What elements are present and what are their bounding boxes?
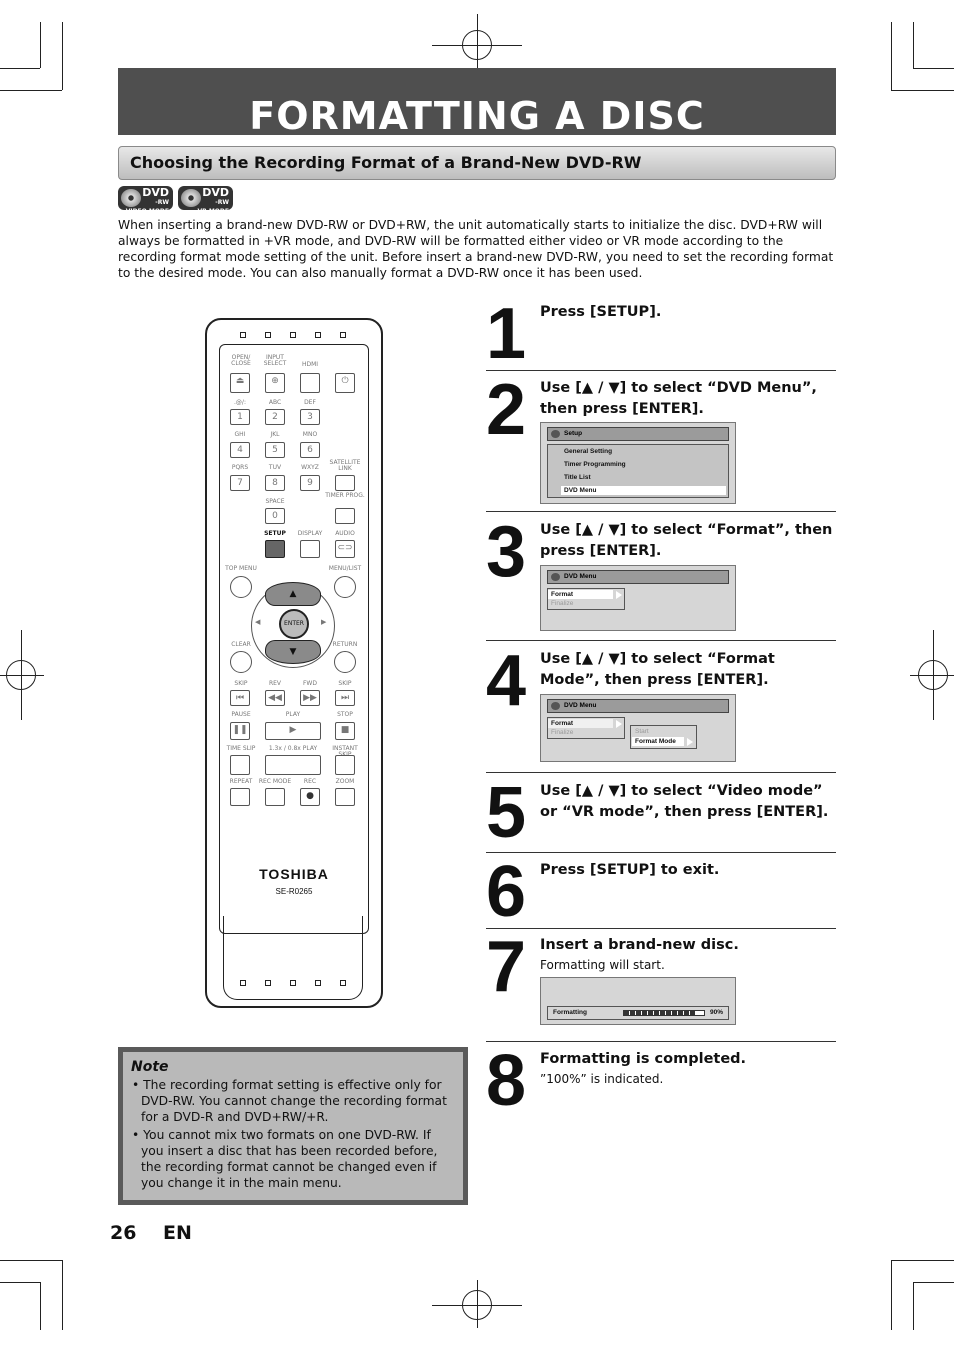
hdmi-button	[300, 373, 320, 393]
number-button-4: 4	[230, 442, 250, 458]
menu-item-timer-programming: Timer Programming	[564, 461, 626, 468]
fwd-label: FWD	[302, 680, 317, 687]
crop-mark	[0, 1282, 40, 1283]
speed-play-button	[265, 755, 321, 775]
rec-mode-label: REC MODE	[258, 778, 292, 785]
up-arrow-button: ▲	[265, 582, 321, 606]
number-button-7: 7	[230, 475, 250, 491]
step-note: ”100%” is indicated.	[540, 1072, 664, 1086]
indicator-light	[315, 332, 321, 338]
menu-item-format: Format	[548, 590, 613, 599]
section-title: Choosing the Recording Format of a Brand-New DVD-RW	[130, 153, 642, 172]
power-button: ⏻	[335, 373, 355, 393]
open-close-button: ⏏	[230, 373, 250, 393]
top-menu-label: TOP MENU	[225, 565, 257, 572]
note-title: Note	[131, 1059, 169, 1075]
dvd-menu-screen	[540, 565, 736, 631]
step-instruction: Press [SETUP].	[540, 304, 662, 320]
number-button-0: 0	[265, 508, 285, 524]
setup-icon	[551, 430, 560, 438]
step-instruction: Formatting is completed.	[540, 1051, 747, 1067]
stop-button: ■	[335, 722, 355, 740]
step-number: 7	[486, 927, 524, 1007]
note-box	[118, 1047, 468, 1205]
step-4	[486, 641, 836, 773]
crop-mark	[62, 1260, 63, 1330]
setup-button	[265, 540, 285, 558]
step-number: 8	[486, 1041, 524, 1121]
skip-forward-label: SKIP	[338, 680, 352, 687]
registration-mark	[477, 14, 478, 72]
open-close-label: OPEN/ CLOSE	[231, 354, 251, 367]
menu-item-format-mode: Format Mode	[632, 737, 684, 746]
indicator-light	[240, 980, 246, 986]
crop-mark	[0, 90, 62, 91]
repeat-label: REPEAT	[229, 778, 253, 785]
play-button: ▶	[265, 722, 321, 740]
page-title: FORMATTING A DISC	[249, 94, 705, 138]
return-button	[334, 651, 356, 673]
indicator-light	[265, 980, 271, 986]
progress-bar	[623, 1010, 705, 1016]
indicator-light	[315, 980, 321, 986]
key-4-label: GHI	[234, 431, 246, 438]
step-number: 6	[486, 852, 524, 932]
pause-label: PAUSE	[231, 711, 251, 718]
rev-label: REV	[268, 680, 282, 687]
key-7-label: PQRS	[231, 464, 249, 471]
registration-mark	[910, 675, 954, 676]
key-1-label: .@/:	[234, 399, 246, 406]
step-instruction: Use [▲ / ▼] to select “Video mode” or “VR mode”, then press [ENTER].	[540, 783, 829, 820]
right-arrow-button: ▶	[321, 618, 327, 626]
menu-item-finalize: Finalize	[551, 729, 574, 736]
crop-mark	[62, 22, 63, 90]
crop-mark	[913, 68, 954, 69]
progress-fill	[624, 1011, 696, 1015]
rec-button: ●	[300, 788, 320, 806]
indicator-light	[290, 980, 296, 986]
disc-icon	[551, 702, 560, 710]
menu-item-dvd-menu: DVD Menu	[561, 486, 726, 495]
indicator-light	[290, 332, 296, 338]
model-number: SE-R0265	[275, 887, 313, 896]
step-5	[486, 773, 836, 853]
dvd-rw-vr-mode-badge: DVD -RW VR MODE	[178, 186, 233, 210]
menu-item-general-setting: General Setting	[564, 448, 613, 455]
indicator-light	[340, 332, 346, 338]
disc-icon	[551, 573, 560, 581]
section-header	[118, 146, 836, 180]
page-language: EN	[163, 1222, 192, 1244]
number-button-1: 1	[230, 409, 250, 425]
step-number: 3	[486, 512, 524, 592]
play-label: PLAY	[285, 711, 301, 718]
space-label: SPACE	[265, 498, 285, 505]
step-number: 5	[486, 773, 524, 853]
time-slip-button	[230, 755, 250, 775]
menu-item-start: Start	[635, 728, 649, 735]
clear-button	[230, 651, 252, 673]
step-instruction: Use [▲ / ▼] to select “DVD Menu”, then press [ENTER].	[540, 380, 817, 417]
step-8	[486, 1041, 836, 1121]
key-8-label: TUV	[268, 464, 282, 471]
note-item: • You cannot mix two formats on one DVD-RW. If you insert a disc that has been recorded before, the recording format cannot be changed even if you change it in the main menu.	[131, 1127, 455, 1191]
time-slip-label: TIME SLIP	[226, 745, 256, 752]
crop-mark	[891, 1260, 954, 1261]
disc-icon	[181, 189, 201, 207]
dvd-rw-video-mode-badge: DVD -RW VIDEO MODE	[118, 186, 173, 210]
screen-header: DVD Menu	[547, 570, 729, 584]
crop-mark	[0, 1260, 62, 1261]
display-button	[300, 540, 320, 558]
disc-icon	[121, 189, 141, 207]
step-3	[486, 512, 836, 641]
step-instruction: Use [▲ / ▼] to select “Format”, then press [ENTER].	[540, 522, 833, 559]
arrow-right-icon	[616, 720, 622, 728]
crop-mark	[40, 22, 41, 68]
toshiba-logo: TOSHIBA	[259, 866, 329, 882]
crop-mark	[913, 1282, 954, 1283]
crop-mark	[0, 68, 40, 69]
remote-lower-section	[223, 916, 363, 1000]
number-button-6: 6	[300, 442, 320, 458]
down-arrow-button: ▼	[265, 640, 321, 664]
crop-mark	[913, 1282, 914, 1330]
instant-skip-button	[335, 755, 355, 775]
number-button-3: 3	[300, 409, 320, 425]
repeat-button	[230, 788, 250, 806]
setup-label: SETUP	[264, 530, 286, 537]
key-6-label: MNO	[302, 431, 318, 438]
key-5-label: JKL	[270, 431, 280, 438]
return-label: RETURN	[332, 641, 358, 648]
key-9-label: WXYZ	[301, 464, 319, 471]
step-note: Formatting will start.	[540, 958, 665, 972]
step-6	[486, 852, 836, 932]
number-button-5: 5	[265, 442, 285, 458]
indicator-light	[340, 980, 346, 986]
arrow-right-icon	[687, 738, 693, 746]
step-instruction: Use [▲ / ▼] to select “Format Mode”, then press [ENTER].	[540, 651, 775, 688]
crop-mark	[40, 1282, 41, 1330]
speed-play-label: 1.3x / 0.8x PLAY	[268, 745, 318, 752]
arrow-right-icon	[616, 591, 622, 599]
rec-mode-button	[265, 788, 285, 806]
input-select-button: ⊕	[265, 373, 285, 393]
crop-mark	[891, 1260, 892, 1330]
registration-mark	[477, 1280, 478, 1328]
note-list	[131, 1077, 455, 1191]
menu-item-format: Format	[548, 719, 613, 728]
input-select-label: INPUT SELECT	[263, 354, 287, 367]
screen-header: Setup	[547, 427, 729, 441]
indicator-light	[240, 332, 246, 338]
note-item: • The recording format setting is effective only for DVD-RW. You cannot change the recording format for a DVD-R and DVD+RW/+R.	[131, 1077, 455, 1125]
registration-mark	[21, 630, 22, 720]
crop-mark	[891, 90, 954, 91]
number-button-8: 8	[265, 475, 285, 491]
registration-mark	[0, 675, 44, 676]
skip-forward-button: ⏭	[335, 690, 355, 706]
step-2	[486, 370, 836, 512]
skip-back-button: ⏮	[230, 690, 250, 706]
menu-item-finalize: Finalize	[551, 600, 574, 607]
timer-prog-button	[335, 508, 355, 524]
display-label: DISPLAY	[297, 530, 323, 537]
step-1	[486, 294, 836, 374]
instant-skip-label: INSTANT	[332, 745, 358, 752]
enter-label: ENTER	[284, 620, 304, 627]
formatting-progress-screen	[540, 977, 736, 1025]
menu-list-label: MENU/LIST	[328, 565, 362, 572]
menu-list-button	[334, 576, 356, 598]
zoom-button	[335, 788, 355, 806]
note-content	[123, 1052, 463, 1200]
step-7	[486, 927, 836, 1042]
skip-back-label: SKIP	[234, 680, 248, 687]
screen-header: DVD Menu	[547, 699, 729, 713]
number-button-2: 2	[265, 409, 285, 425]
rec-label: REC	[303, 778, 317, 785]
satellite-link-label: SATELLITE LINK	[329, 459, 361, 472]
hdmi-label: HDMI	[301, 361, 319, 368]
key-3-label: DEF	[304, 399, 316, 406]
pause-button: ❚❚	[230, 722, 250, 740]
format-menu-screen	[540, 694, 736, 762]
crop-mark	[913, 22, 914, 68]
menu-item-title-list: Title List	[564, 474, 591, 481]
intro-paragraph: When inserting a brand-new DVD-RW or DVD+RW, the unit automatically starts to initialize the disc. DVD+RW will always be formatted in +VR mode, and DVD-RW will be formatted either video or VR mode according to the recording format mode setting of the unit. Before insert a brand-new DVD-RW, you need to set the recording format to the desired mode. You can also manually format a DVD-RW once it has been used.	[118, 218, 834, 280]
number-button-9: 9	[300, 475, 320, 491]
key-2-label: ABC	[268, 399, 282, 406]
left-arrow-button: ◀	[255, 618, 261, 626]
audio-button: ⊂⊃	[335, 540, 355, 558]
timer-prog-label: TIMER PROG.	[325, 492, 365, 499]
registration-mark	[933, 630, 934, 720]
rev-button: ◀◀	[265, 690, 285, 706]
setup-menu-screen	[540, 422, 736, 504]
indicator-light	[265, 332, 271, 338]
fwd-button: ▶▶	[300, 690, 320, 706]
audio-label: AUDIO	[335, 530, 355, 537]
progress-percent: 90%	[710, 1009, 724, 1016]
stop-label: STOP	[337, 711, 353, 718]
formatting-label: Formatting	[553, 1009, 587, 1016]
satellite-link-button	[335, 475, 355, 491]
top-menu-button	[230, 576, 252, 598]
crop-mark	[891, 22, 892, 90]
zoom-label: ZOOM	[335, 778, 355, 785]
step-number: 2	[486, 370, 524, 450]
step-number: 1	[486, 294, 524, 374]
clear-label: CLEAR	[231, 641, 251, 648]
title-banner	[118, 68, 836, 138]
remote-control-illustration	[205, 318, 383, 1008]
step-instruction: Press [SETUP] to exit.	[540, 862, 720, 878]
step-number: 4	[486, 641, 524, 721]
step-instruction: Insert a brand-new disc.	[540, 937, 739, 953]
page-number: 26	[110, 1222, 137, 1244]
